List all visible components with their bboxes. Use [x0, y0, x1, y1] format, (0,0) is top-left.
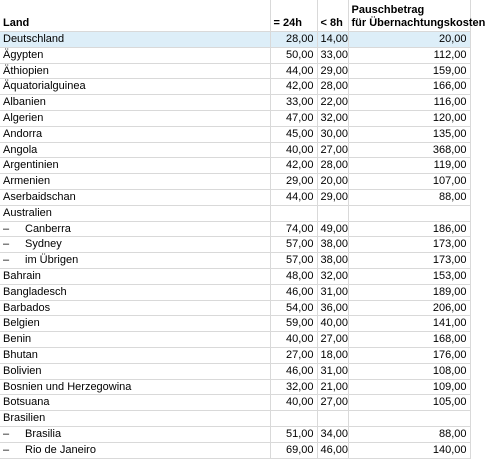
land-label: Rio de Janeiro: [25, 443, 96, 456]
cell-land[interactable]: Äthiopien: [0, 63, 270, 79]
table-row: [0, 442, 470, 458]
header-24h[interactable]: = 24h: [270, 0, 317, 32]
table-row: [0, 47, 470, 63]
cell-8h[interactable]: 27,00: [317, 332, 348, 348]
table-row: [0, 205, 470, 221]
cell-land[interactable]: [0, 253, 270, 269]
cell-8h[interactable]: 33,00: [317, 47, 348, 63]
cell-land[interactable]: Deutschland: [0, 32, 270, 48]
cell-land[interactable]: Australien: [0, 205, 270, 221]
cell-land[interactable]: Andorra: [0, 126, 270, 142]
cell-8h[interactable]: 31,00: [317, 284, 348, 300]
cell-24h[interactable]: 50,00: [270, 47, 317, 63]
cell-land[interactable]: Albanien: [0, 95, 270, 111]
table-body: [0, 32, 470, 459]
cell-pauschbetrag[interactable]: [348, 205, 470, 221]
sub-item-dash: –: [3, 238, 10, 251]
table-row: [0, 268, 470, 284]
cell-8h[interactable]: 32,00: [317, 110, 348, 126]
sub-item-dash: –: [3, 443, 10, 456]
cell-24h[interactable]: [270, 205, 317, 221]
table-row: [0, 316, 470, 332]
cell-24h[interactable]: 48,00: [270, 268, 317, 284]
cell-24h[interactable]: 33,00: [270, 95, 317, 111]
cell-pauschbetrag[interactable]: 120,00: [348, 110, 470, 126]
cell-pauschbetrag[interactable]: 173,00: [348, 237, 470, 253]
cell-land[interactable]: Äquatorialguinea: [0, 79, 270, 95]
cell-land[interactable]: Armenien: [0, 174, 270, 190]
land-label: Canberra: [25, 222, 71, 235]
cell-pauschbetrag[interactable]: 153,00: [348, 268, 470, 284]
cell-24h[interactable]: 46,00: [270, 284, 317, 300]
cell-8h[interactable]: 29,00: [317, 189, 348, 205]
cell-pauschbetrag[interactable]: 108,00: [348, 363, 470, 379]
cell-land[interactable]: Bolivien: [0, 363, 270, 379]
table-row: [0, 363, 470, 379]
cell-24h[interactable]: 44,00: [270, 189, 317, 205]
cell-24h[interactable]: 47,00: [270, 110, 317, 126]
cell-pauschbetrag[interactable]: [348, 411, 470, 427]
cell-8h[interactable]: 40,00: [317, 316, 348, 332]
cell-pauschbetrag[interactable]: 112,00: [348, 47, 470, 63]
table-row: [0, 221, 470, 237]
cell-8h[interactable]: 20,00: [317, 174, 348, 190]
table-row: [0, 32, 470, 48]
cell-8h[interactable]: 38,00: [317, 237, 348, 253]
cell-24h[interactable]: 54,00: [270, 300, 317, 316]
sub-item-dash: –: [3, 427, 10, 440]
cell-pauschbetrag[interactable]: 88,00: [348, 189, 470, 205]
cell-8h[interactable]: [317, 411, 348, 427]
header-row: [0, 0, 470, 32]
cell-24h[interactable]: 57,00: [270, 237, 317, 253]
cell-8h[interactable]: 29,00: [317, 63, 348, 79]
sub-item-dash: –: [3, 254, 10, 267]
cell-24h[interactable]: [270, 411, 317, 427]
cell-24h[interactable]: 29,00: [270, 174, 317, 190]
cell-8h[interactable]: 49,00: [317, 221, 348, 237]
cell-pauschbetrag[interactable]: 88,00: [348, 426, 470, 442]
table-row: [0, 237, 470, 253]
cell-24h[interactable]: 69,00: [270, 442, 317, 458]
cell-pauschbetrag[interactable]: 166,00: [348, 79, 470, 95]
cell-8h[interactable]: 38,00: [317, 253, 348, 269]
cell-pauschbetrag[interactable]: 109,00: [348, 379, 470, 395]
table-row: [0, 347, 470, 363]
cell-24h[interactable]: 57,00: [270, 253, 317, 269]
cell-pauschbetrag[interactable]: 186,00: [348, 221, 470, 237]
cell-pauschbetrag[interactable]: 176,00: [348, 347, 470, 363]
cell-24h[interactable]: 51,00: [270, 426, 317, 442]
header-land[interactable]: Land: [0, 0, 270, 32]
cell-24h[interactable]: 74,00: [270, 221, 317, 237]
cell-pauschbetrag[interactable]: 116,00: [348, 95, 470, 111]
cell-pauschbetrag[interactable]: 119,00: [348, 158, 470, 174]
cell-8h[interactable]: 21,00: [317, 379, 348, 395]
cell-pauschbetrag[interactable]: 141,00: [348, 316, 470, 332]
header-pauschbetrag[interactable]: [348, 0, 485, 32]
cell-24h[interactable]: 46,00: [270, 363, 317, 379]
table-row: [0, 253, 470, 269]
cell-pauschbetrag[interactable]: 189,00: [348, 284, 470, 300]
cell-land[interactable]: [0, 221, 270, 237]
header-8h[interactable]: < 8h: [317, 0, 348, 32]
cell-8h[interactable]: 28,00: [317, 79, 348, 95]
cell-pauschbetrag[interactable]: 206,00: [348, 300, 470, 316]
cell-24h[interactable]: 40,00: [270, 395, 317, 411]
table-row: [0, 79, 470, 95]
cell-land[interactable]: Bosnien und Herzegowina: [0, 379, 270, 395]
cell-8h[interactable]: 32,00: [317, 268, 348, 284]
cell-land[interactable]: Barbados: [0, 300, 270, 316]
cell-8h[interactable]: 34,00: [317, 426, 348, 442]
cell-8h[interactable]: 31,00: [317, 363, 348, 379]
land-label: im Übrigen: [25, 254, 79, 267]
cell-land[interactable]: Aserbaidschan: [0, 189, 270, 205]
cell-8h[interactable]: 36,00: [317, 300, 348, 316]
cell-land[interactable]: Belgien: [0, 316, 270, 332]
cell-land[interactable]: Botsuana: [0, 395, 270, 411]
table-row: [0, 63, 470, 79]
table-row: [0, 142, 470, 158]
cell-24h[interactable]: 59,00: [270, 316, 317, 332]
cell-pauschbetrag[interactable]: 168,00: [348, 332, 470, 348]
table-row: [0, 126, 470, 142]
cell-24h[interactable]: 27,00: [270, 347, 317, 363]
cell-8h[interactable]: [317, 205, 348, 221]
cell-pauschbetrag[interactable]: 140,00: [348, 442, 470, 458]
cell-8h[interactable]: 28,00: [317, 158, 348, 174]
cell-land[interactable]: Argentinien: [0, 158, 270, 174]
cell-24h[interactable]: 42,00: [270, 79, 317, 95]
cell-pauschbetrag[interactable]: 368,00: [348, 142, 470, 158]
sub-item-dash: –: [3, 222, 10, 235]
cell-land[interactable]: Angola: [0, 142, 270, 158]
cell-land[interactable]: Bhutan: [0, 347, 270, 363]
cell-24h[interactable]: 28,00: [270, 32, 317, 48]
cell-land[interactable]: [0, 442, 270, 458]
cell-8h[interactable]: 30,00: [317, 126, 348, 142]
cell-24h[interactable]: 40,00: [270, 332, 317, 348]
cell-pauschbetrag[interactable]: 135,00: [348, 126, 470, 142]
table-row: [0, 110, 470, 126]
header-pauschbetrag-line2: für Übernachtungskosten: [351, 17, 485, 29]
table-row: [0, 395, 470, 411]
table-row: [0, 284, 470, 300]
table-row: [0, 189, 470, 205]
cell-8h[interactable]: 27,00: [317, 395, 348, 411]
table-row: [0, 411, 470, 427]
cell-land[interactable]: Bangladesch: [0, 284, 270, 300]
cell-pauschbetrag[interactable]: 173,00: [348, 253, 470, 269]
table-row: [0, 300, 470, 316]
land-label: Sydney: [25, 238, 62, 251]
cell-land[interactable]: [0, 426, 270, 442]
table-row: [0, 332, 470, 348]
cell-24h[interactable]: 32,00: [270, 379, 317, 395]
cell-24h[interactable]: 40,00: [270, 142, 317, 158]
cell-land[interactable]: [0, 237, 270, 253]
table-row: [0, 174, 470, 190]
cell-24h[interactable]: 45,00: [270, 126, 317, 142]
cell-8h[interactable]: 22,00: [317, 95, 348, 111]
table-row: [0, 158, 470, 174]
land-label: Brasilia: [25, 427, 62, 440]
cell-pauschbetrag[interactable]: 20,00: [348, 32, 470, 48]
cell-land[interactable]: Bahrain: [0, 268, 270, 284]
cell-8h[interactable]: 27,00: [317, 142, 348, 158]
cell-land[interactable]: Ägypten: [0, 47, 270, 63]
cell-pauschbetrag[interactable]: 105,00: [348, 395, 470, 411]
table-row: [0, 379, 470, 395]
cell-8h[interactable]: 14,00: [317, 32, 348, 48]
cell-land[interactable]: Benin: [0, 332, 270, 348]
cell-pauschbetrag[interactable]: 159,00: [348, 63, 470, 79]
cell-land[interactable]: Algerien: [0, 110, 270, 126]
cell-pauschbetrag[interactable]: 107,00: [348, 174, 470, 190]
table-row: [0, 426, 470, 442]
header-pauschbetrag-line1: Pauschbetrag: [351, 4, 425, 16]
cell-24h[interactable]: 44,00: [270, 63, 317, 79]
cell-land[interactable]: Brasilien: [0, 411, 270, 427]
cell-8h[interactable]: 46,00: [317, 442, 348, 458]
cell-24h[interactable]: 42,00: [270, 158, 317, 174]
table-row: [0, 95, 470, 111]
cell-8h[interactable]: 18,00: [317, 347, 348, 363]
